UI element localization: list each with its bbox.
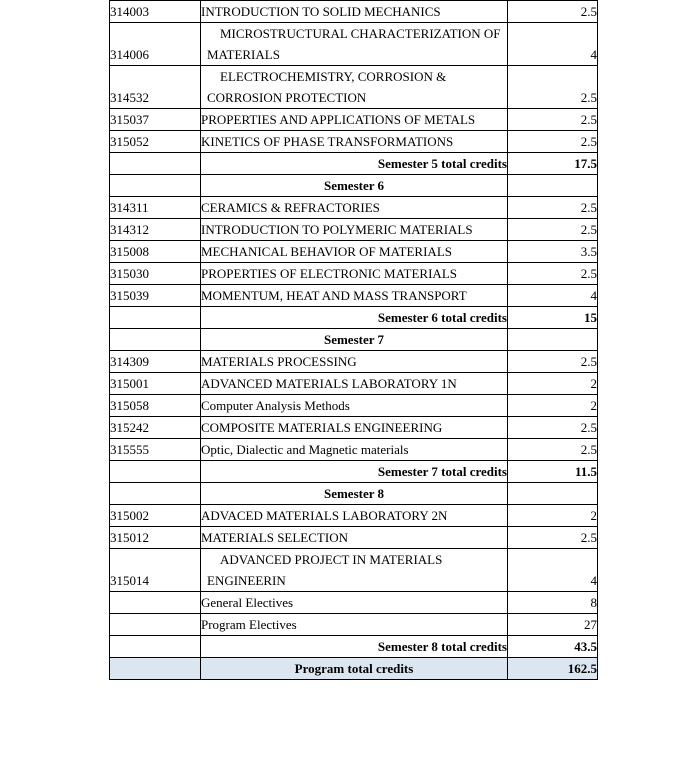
course-title: Optic, Dialectic and Magnetic materials [201,439,508,461]
course-credits: 8 [508,592,598,614]
semester-total-row [110,153,598,175]
course-title: ADVACED MATERIALS LABORATORY 2N [201,505,508,527]
course-title: General Electives [201,592,508,614]
course-row [110,395,598,417]
empty-cell [110,175,201,197]
program-total-label: Program total credits [201,658,508,680]
course-credits: 2.5 [508,527,598,549]
course-credits: 2 [508,505,598,527]
semester-total-credits: 15 [508,307,598,329]
course-credits: 2.5 [508,1,598,23]
empty-cell [110,307,201,329]
course-title: MOMENTUM, HEAT AND MASS TRANSPORT [201,285,508,307]
semester-total-credits: 11.5 [508,461,598,483]
course-code: 315037 [110,109,201,131]
course-credits: 2.5 [508,66,598,109]
course-row [110,285,598,307]
course-credits: 3.5 [508,241,598,263]
course-title [201,66,508,109]
empty-cell [110,658,201,680]
semester-total-row [110,636,598,658]
semester-total-credits: 43.5 [508,636,598,658]
credits-table-body [110,1,598,680]
semester-heading: Semester 7 [201,329,508,351]
course-credits: 2.5 [508,439,598,461]
course-row [110,219,598,241]
semester-header-row [110,329,598,351]
semester-header-row [110,483,598,505]
course-title: MATERIALS PROCESSING [201,351,508,373]
course-code: 314003 [110,1,201,23]
course-code: 315014 [110,549,201,592]
semester-heading: Semester 6 [201,175,508,197]
semester-total-row [110,461,598,483]
semester-total-label: Semester 5 total credits [201,153,508,175]
course-title: MECHANICAL BEHAVIOR OF MATERIALS [201,241,508,263]
course-title-line-2: ENGINEERIN [207,573,286,588]
program-total-row [110,658,598,680]
course-title: INTRODUCTION TO POLYMERIC MATERIALS [201,219,508,241]
course-title: COMPOSITE MATERIALS ENGINEERING [201,417,508,439]
course-code: 315242 [110,417,201,439]
course-code: 314312 [110,219,201,241]
empty-cell [508,483,598,505]
course-code: 315001 [110,373,201,395]
semester-total-label: Semester 7 total credits [201,461,508,483]
course-credits: 2.5 [508,263,598,285]
course-code: 315008 [110,241,201,263]
program-total-credits: 162.5 [508,658,598,680]
course-credits: 4 [508,23,598,66]
empty-cell [110,636,201,658]
course-title: PROPERTIES OF ELECTRONIC MATERIALS [201,263,508,285]
course-row [110,23,598,66]
course-title [201,23,508,66]
course-credits: 2.5 [508,351,598,373]
course-code: 315002 [110,505,201,527]
course-title: CERAMICS & REFRACTORIES [201,197,508,219]
credits-table [109,0,598,680]
course-row [110,131,598,153]
course-code: 315052 [110,131,201,153]
course-title-line-2: MATERIALS [207,47,280,62]
course-code: 314532 [110,66,201,109]
course-row [110,197,598,219]
course-row [110,241,598,263]
course-code: 315058 [110,395,201,417]
semester-heading: Semester 8 [201,483,508,505]
course-row [110,417,598,439]
empty-cell [110,329,201,351]
course-row [110,439,598,461]
course-title [201,549,508,592]
course-code [110,614,201,636]
course-credits: 27 [508,614,598,636]
semester-header-row [110,175,598,197]
course-credits: 2.5 [508,197,598,219]
course-row [110,351,598,373]
course-credits: 2 [508,373,598,395]
course-credits: 2.5 [508,417,598,439]
empty-cell [110,483,201,505]
course-credits: 4 [508,549,598,592]
empty-cell [110,153,201,175]
empty-cell [110,461,201,483]
course-row [110,1,598,23]
course-credits: 2.5 [508,109,598,131]
course-code: 315030 [110,263,201,285]
semester-total-row [110,307,598,329]
course-title: MATERIALS SELECTION [201,527,508,549]
semester-total-label: Semester 6 total credits [201,307,508,329]
course-title: ADVANCED MATERIALS LABORATORY 1N [201,373,508,395]
course-row [110,373,598,395]
course-code: 315039 [110,285,201,307]
course-code [110,592,201,614]
course-credits: 2 [508,395,598,417]
course-row [110,614,598,636]
empty-cell [508,329,598,351]
course-code: 314311 [110,197,201,219]
course-row [110,505,598,527]
empty-cell [508,175,598,197]
course-code: 315012 [110,527,201,549]
course-title-line-1: MICROSTRUCTURAL CHARACTERIZATION OF [220,26,501,41]
course-title: PROPERTIES AND APPLICATIONS OF METALS [201,109,508,131]
course-code: 315555 [110,439,201,461]
course-row [110,66,598,109]
semester-total-credits: 17.5 [508,153,598,175]
course-row [110,527,598,549]
course-row [110,592,598,614]
semester-total-label: Semester 8 total credits [201,636,508,658]
course-title: Program Electives [201,614,508,636]
course-title-line-2: CORROSION PROTECTION [207,90,367,105]
course-title-line-1: ADVANCED PROJECT IN MATERIALS [220,552,443,567]
course-credits: 2.5 [508,219,598,241]
course-title: Computer Analysis Methods [201,395,508,417]
course-row [110,263,598,285]
course-credits: 4 [508,285,598,307]
course-title: KINETICS OF PHASE TRANSFORMATIONS [201,131,508,153]
course-row [110,109,598,131]
course-code: 314006 [110,23,201,66]
course-row [110,549,598,592]
course-title: INTRODUCTION TO SOLID MECHANICS [201,1,508,23]
course-credits: 2.5 [508,131,598,153]
course-title-line-1: ELECTROCHEMISTRY, CORROSION & [220,69,447,84]
course-code: 314309 [110,351,201,373]
